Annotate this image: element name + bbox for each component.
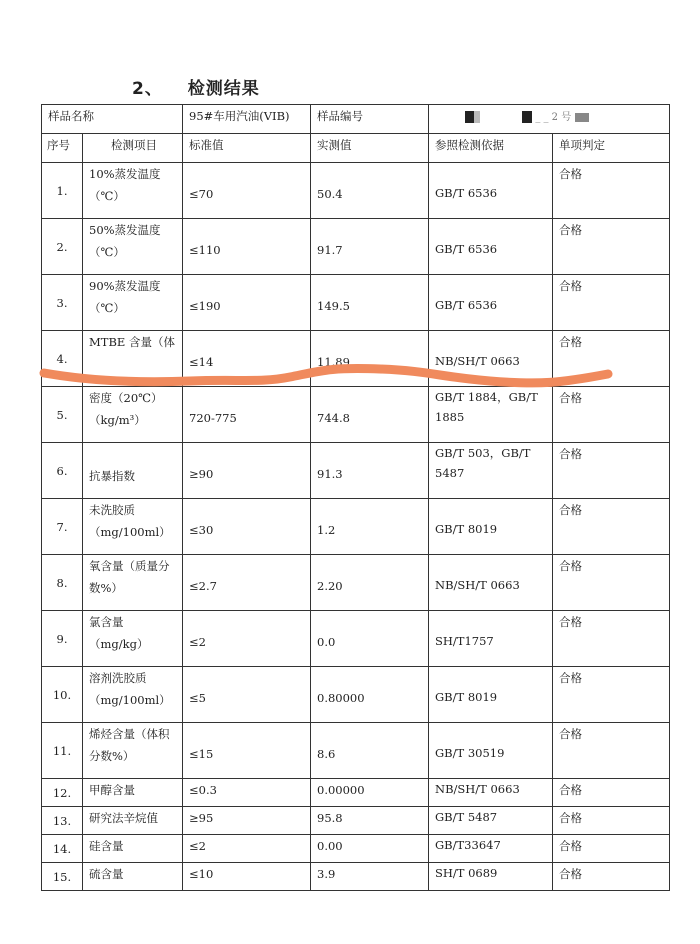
method-line: NB/SH/T 0663	[435, 782, 520, 796]
item-line: 氧含量（质量分	[89, 559, 170, 573]
row-seq: 11.	[42, 723, 83, 779]
method-line: GB/T 1884，GB/T	[435, 390, 538, 404]
row-measured: 3.9	[311, 863, 429, 891]
row-verdict: 合格	[553, 807, 670, 835]
item-line: 数%）	[89, 581, 123, 595]
table-row	[42, 331, 670, 387]
row-measured: 91.7	[311, 219, 429, 275]
item-line: （℃）	[89, 189, 125, 203]
section-heading	[132, 74, 260, 99]
row-item	[83, 555, 183, 611]
item-line: 10%蒸发温度	[89, 167, 161, 181]
item-line	[89, 353, 176, 375]
method-line: GB/T 5487	[435, 810, 498, 824]
item-line: 密度（20℃）	[89, 391, 163, 405]
row-standard: ≤110	[183, 219, 311, 275]
row-seq: 4.	[42, 331, 83, 387]
row-item	[83, 499, 183, 555]
row-seq: 1.	[42, 163, 83, 219]
redaction-block	[522, 111, 532, 123]
row-item	[83, 219, 183, 275]
row-seq: 8.	[42, 555, 83, 611]
row-verdict: 合格	[553, 331, 670, 387]
item-line: 氯含量	[89, 615, 124, 629]
row-verdict: 合格	[553, 275, 670, 331]
col-header-verdict: 单项判定	[553, 134, 670, 163]
sample-info-row	[42, 105, 670, 134]
redaction-block	[465, 111, 474, 123]
sample-id-partial: _ _ 2 号	[535, 112, 572, 123]
row-standard: 720-775	[183, 387, 311, 443]
redaction-block	[575, 113, 589, 122]
method-line: GB/T 8019	[435, 690, 498, 704]
row-seq: 13.	[42, 807, 83, 835]
item-line: 90%蒸发温度	[89, 279, 161, 293]
row-method	[429, 275, 553, 331]
row-method	[429, 443, 553, 499]
row-measured: 1.2	[311, 499, 429, 555]
method-line: GB/T 8019	[435, 522, 498, 536]
row-method	[429, 835, 553, 863]
row-item	[83, 667, 183, 723]
col-header-method: 参照检测依据	[429, 134, 553, 163]
row-standard: ≤14	[183, 331, 311, 387]
item-line: 50%蒸发温度	[89, 223, 161, 237]
row-verdict: 合格	[553, 555, 670, 611]
row-measured: 91.3	[311, 443, 429, 499]
row-verdict: 合格	[553, 723, 670, 779]
row-standard: ≤30	[183, 499, 311, 555]
item-line: 甲醇含量	[89, 783, 135, 797]
row-seq: 9.	[42, 611, 83, 667]
row-verdict: 合格	[553, 835, 670, 863]
table-row	[42, 667, 670, 723]
section-number: 2、	[132, 79, 163, 99]
row-measured: 50.4	[311, 163, 429, 219]
table-row	[42, 499, 670, 555]
method-line: GB/T 30519	[435, 746, 505, 760]
table-row	[42, 163, 670, 219]
row-measured: 2.20	[311, 555, 429, 611]
row-seq: 15.	[42, 863, 83, 891]
table-row	[42, 555, 670, 611]
row-measured: 8.6	[311, 723, 429, 779]
row-method	[429, 723, 553, 779]
row-item	[83, 863, 183, 891]
row-standard: ≥95	[183, 807, 311, 835]
row-seq: 7.	[42, 499, 83, 555]
row-standard: ≤10	[183, 863, 311, 891]
results-table	[41, 104, 670, 891]
table-row	[42, 863, 670, 891]
row-method	[429, 611, 553, 667]
row-standard: ≤15	[183, 723, 311, 779]
row-verdict: 合格	[553, 443, 670, 499]
item-line: （℃）	[89, 245, 125, 259]
row-seq: 12.	[42, 779, 83, 807]
item-line: 研究法辛烷值	[89, 811, 158, 825]
item-line: （mg/100ml）	[89, 525, 171, 539]
row-method	[429, 863, 553, 891]
row-item	[83, 611, 183, 667]
row-verdict: 合格	[553, 219, 670, 275]
method-line: GB/T33647	[435, 838, 501, 852]
method-line: 5487	[435, 466, 465, 480]
row-measured: 0.0	[311, 611, 429, 667]
item-line: 分数%）	[89, 749, 135, 763]
table-row	[42, 387, 670, 443]
row-method	[429, 163, 553, 219]
row-measured: 95.8	[311, 807, 429, 835]
row-measured: 744.8	[311, 387, 429, 443]
table-row	[42, 779, 670, 807]
row-standard: ≤70	[183, 163, 311, 219]
method-line: GB/T 6536	[435, 186, 498, 200]
section-title: 检测结果	[187, 79, 260, 99]
row-seq: 3.	[42, 275, 83, 331]
row-measured: 0.80000	[311, 667, 429, 723]
redaction-block	[474, 111, 480, 123]
row-verdict: 合格	[553, 611, 670, 667]
item-line: MTBE 含量（体	[89, 335, 175, 349]
row-verdict: 合格	[553, 667, 670, 723]
table-row	[42, 275, 670, 331]
table-row	[42, 443, 670, 499]
item-line: 硅含量	[89, 839, 124, 853]
row-item	[83, 387, 183, 443]
item-line: （℃）	[89, 301, 125, 315]
row-standard: ≤190	[183, 275, 311, 331]
method-line: NB/SH/T 0663	[435, 354, 520, 368]
row-verdict: 合格	[553, 387, 670, 443]
method-line: GB/T 6536	[435, 298, 498, 312]
row-item	[83, 835, 183, 863]
item-line: （mg/100ml）	[89, 693, 171, 707]
table-row	[42, 723, 670, 779]
item-line: 未洗胶质	[89, 503, 135, 517]
row-item	[83, 723, 183, 779]
row-measured: 0.00	[311, 835, 429, 863]
method-line: NB/SH/T 0663	[435, 578, 520, 592]
row-standard: ≤2	[183, 835, 311, 863]
sample-name-label: 样品名称	[42, 105, 183, 134]
col-header-measured: 实测值	[311, 134, 429, 163]
row-standard: ≤5	[183, 667, 311, 723]
sample-id-value	[429, 105, 670, 134]
row-measured: 149.5	[311, 275, 429, 331]
row-method	[429, 219, 553, 275]
row-seq: 5.	[42, 387, 83, 443]
row-method	[429, 555, 553, 611]
item-line: 溶剂洗胶质	[89, 671, 147, 685]
sample-name-value: 95#车用汽油(VIB)	[183, 105, 311, 134]
col-header-item: 检测项目	[83, 134, 183, 163]
row-standard: ≤2.7	[183, 555, 311, 611]
method-line: GB/T 6536	[435, 242, 498, 256]
row-method	[429, 667, 553, 723]
row-verdict: 合格	[553, 863, 670, 891]
row-item	[83, 779, 183, 807]
row-item	[83, 807, 183, 835]
row-verdict: 合格	[553, 163, 670, 219]
row-item	[83, 275, 183, 331]
method-line: SH/T1757	[435, 634, 494, 648]
method-line: GB/T 503，GB/T	[435, 446, 531, 460]
table-row	[42, 807, 670, 835]
table-row	[42, 611, 670, 667]
row-seq: 6.	[42, 443, 83, 499]
row-verdict: 合格	[553, 499, 670, 555]
table-row	[42, 835, 670, 863]
row-verdict: 合格	[553, 779, 670, 807]
row-item	[83, 443, 183, 499]
row-standard: ≤2	[183, 611, 311, 667]
column-header-row	[42, 134, 670, 163]
row-standard: ≤0.3	[183, 779, 311, 807]
item-line	[89, 443, 176, 465]
row-method	[429, 499, 553, 555]
row-method	[429, 387, 553, 443]
row-measured: 0.00000	[311, 779, 429, 807]
item-line: 硫含量	[89, 867, 124, 881]
item-line: （mg/kg）	[89, 637, 149, 651]
col-header-seq: 序号	[42, 134, 83, 163]
table-row	[42, 219, 670, 275]
row-seq: 10.	[42, 667, 83, 723]
row-seq: 14.	[42, 835, 83, 863]
row-method	[429, 807, 553, 835]
row-method	[429, 779, 553, 807]
row-item	[83, 163, 183, 219]
item-line: 烯烃含量（体积	[89, 727, 170, 741]
row-item	[83, 331, 183, 387]
item-line: 抗暴指数	[89, 469, 135, 483]
item-line: （kg/m³）	[89, 413, 146, 427]
col-header-standard: 标准值	[183, 134, 311, 163]
row-seq: 2.	[42, 219, 83, 275]
row-measured: 11.89	[311, 331, 429, 387]
sample-id-label: 样品编号	[311, 105, 429, 134]
method-line: SH/T 0689	[435, 866, 498, 880]
row-standard: ≥90	[183, 443, 311, 499]
method-line: 1885	[435, 410, 465, 424]
row-method	[429, 331, 553, 387]
